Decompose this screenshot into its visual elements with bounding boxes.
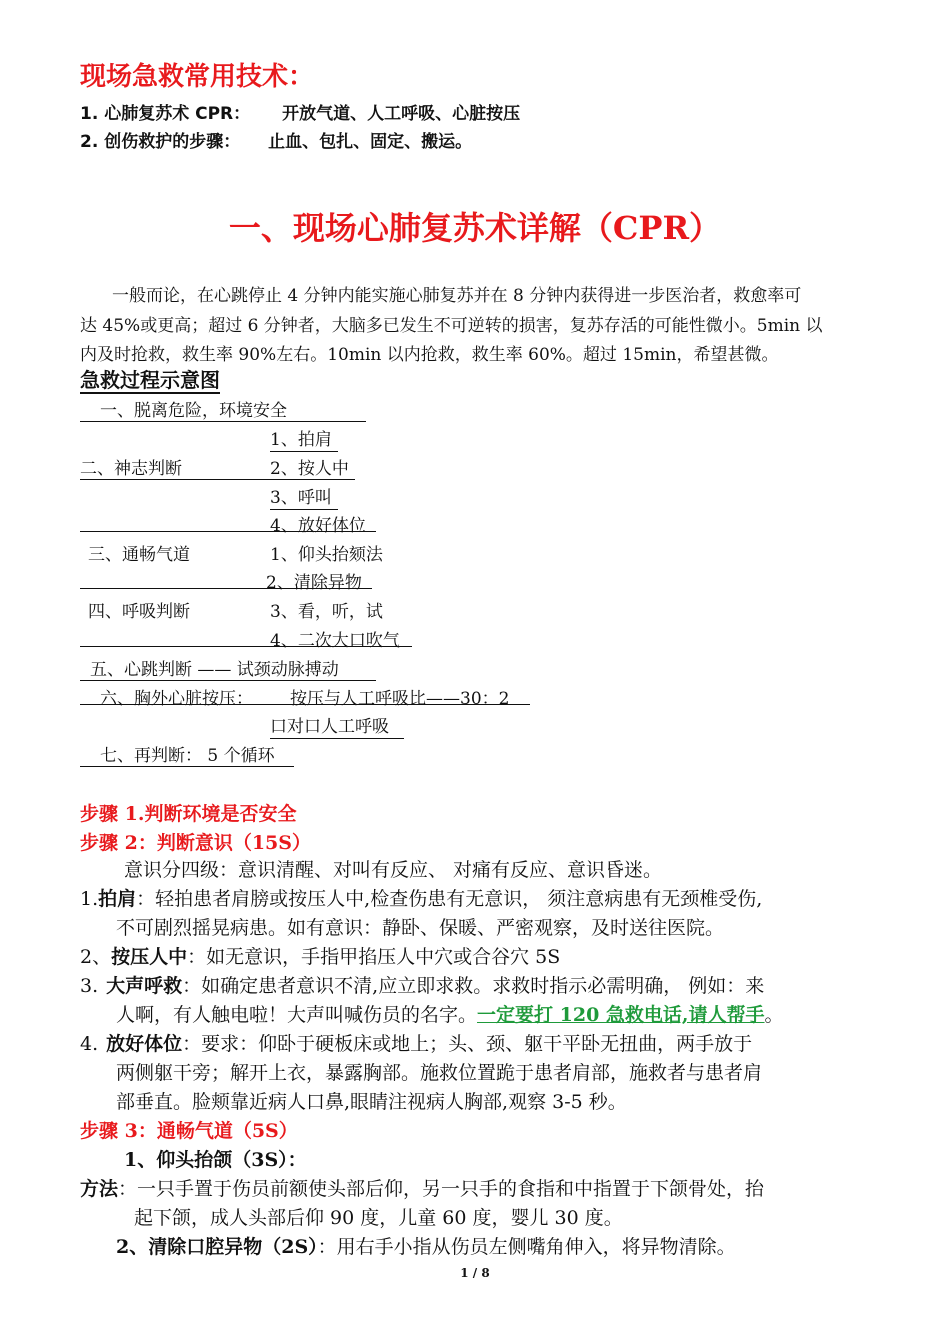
method-line: 方法：一只手置于伤员前额使头部后仰，另一只手的食指和中指置于下颌骨处，抬 xyxy=(80,1178,765,1200)
intro-line-2: 达 45%或更高；超过 6 分钟者，大脑多已发生不可逆转的损害，复苏存活的可能性微小。5min 以 xyxy=(80,316,823,336)
flow-sub-position: 4、放好体位 xyxy=(80,511,376,532)
summary-label-2: 2. 创伤救护的步骤： xyxy=(80,132,241,152)
item-call-for-help-cont: 人啊，有人触电啦！大声叫喊伤员的名字。一定要打 120 急救电话,请人帮手。 xyxy=(116,1004,784,1026)
flow-sub-pat-shoulder: 1、拍肩 xyxy=(270,425,338,452)
consciousness-levels: 意识分四级：意识清醒、对叫有反应、 对痛有反应、意识昏迷。 xyxy=(124,859,663,881)
method-line-cont: 起下颌，成人头部后仰 90 度，儿童 60 度，婴儿 30 度。 xyxy=(134,1207,623,1229)
item-press-philtrum: 2、按压人中：如无意识，手指甲掐压人中穴或合谷穴 5S xyxy=(80,946,561,968)
intro-line-1: 一般而论，在心跳停止 4 分钟内能实施心肺复苏并在 8 分钟内获得进一步医治者，救愈率可 xyxy=(112,286,802,306)
section-title: 一、现场心肺复苏术详解（CPR） xyxy=(228,209,722,247)
item-position: 4. 放好体位：要求：仰卧于硬板床或地上；头、颈、躯干平卧无扭曲，两手放于 xyxy=(80,1033,753,1055)
flow-sub-call: 3、呼叫 xyxy=(270,483,338,510)
flow-sub-two-breaths: 4、二次大口吹气 xyxy=(80,626,412,647)
flow-sub-head-tilt: 1、仰头抬颏法 xyxy=(270,545,383,565)
doc-title: 现场急救常用技术： xyxy=(80,62,315,92)
summary-value-1: 开放气道、人工呼吸、心脏按压 xyxy=(282,104,521,124)
flow-sub-press-philtrum: 2、按人中 xyxy=(270,459,349,479)
flow-sub-mouth-to-mouth: 口对口人工呼吸 xyxy=(270,712,404,739)
flow-step-1: 一、脱离危险，环境安全 xyxy=(80,396,366,422)
flow-step-7: 七、再判断： 5 个循环 xyxy=(80,741,294,767)
flow-step-3: 三、通畅气道 xyxy=(88,545,190,565)
item-position-cont-1: 两侧躯干旁；解开上衣，暴露胸部。施救位置跪于患者肩部，施救者与患者肩 xyxy=(116,1062,763,1084)
step-2-title: 步骤 2：判断意识（15S） xyxy=(80,832,311,854)
flow-step-5: 五、心跳判断 —— 试颈动脉搏动 xyxy=(80,655,376,681)
intro-line-3: 内及时抢救，救生率 90%左右。10min 以内抢救，救生率 60%。超过 15min，希望甚微。 xyxy=(80,345,779,365)
flow-sub-clear-foreign: 2、清除异物 xyxy=(80,568,372,589)
summary-line-1 xyxy=(80,99,520,124)
summary-value-2: 止血、包扎、固定、搬运。 xyxy=(268,132,473,152)
flow-step-2 xyxy=(80,454,355,480)
summary-line-2 xyxy=(80,127,472,152)
flow-sub-look-listen: 3、看，听，试 xyxy=(270,602,383,622)
emergency-call-highlight: 一定要打 120 急救电话,请人帮手 xyxy=(477,1004,765,1026)
flow-step-4: 四、呼吸判断 xyxy=(88,602,190,622)
flow-step-6 xyxy=(80,684,530,709)
head-tilt-chin-lift: 1、仰头抬颌（3S）： xyxy=(124,1149,307,1171)
item-pat-shoulder: 1.拍肩：轻拍患者肩膀或按压人中,检查伤患有无意识， 须注意病患有无颈椎受伤, xyxy=(80,888,763,910)
step-1-title: 步骤 1.判断环境是否安全 xyxy=(80,803,297,825)
summary-label-1: 1. 心肺复苏术 CPR： xyxy=(80,104,251,124)
item-position-cont-2: 部垂直。脸颊靠近病人口鼻,眼睛注视病人胸部,观察 3-5 秒。 xyxy=(116,1091,627,1113)
flow-step-6-ratio: 按压与人工呼吸比——30：2 xyxy=(290,689,510,709)
item-pat-shoulder-cont: 不可剧烈摇晃病患。如有意识：静卧、保暖、严密观察，及时送往医院。 xyxy=(116,917,725,939)
flow-step-6-label: 六、胸外心脏按压： xyxy=(100,689,253,709)
flow-step-2-label: 二、神志判断 xyxy=(80,459,182,479)
page-number: 1 / 8 xyxy=(460,1266,490,1280)
item-call-for-help: 3. 大声呼救：如确定患者意识不清,应立即求救。求救时指示必需明确， 例如：来 xyxy=(80,975,765,997)
clear-mouth-line: 2、清除口腔异物（2S）：用右手小指从伤员左侧嘴角伸入，将异物清除。 xyxy=(116,1236,736,1258)
step-3-title: 步骤 3：通畅气道（5S） xyxy=(80,1120,298,1142)
flow-title: 急救过程示意图 xyxy=(80,368,220,392)
